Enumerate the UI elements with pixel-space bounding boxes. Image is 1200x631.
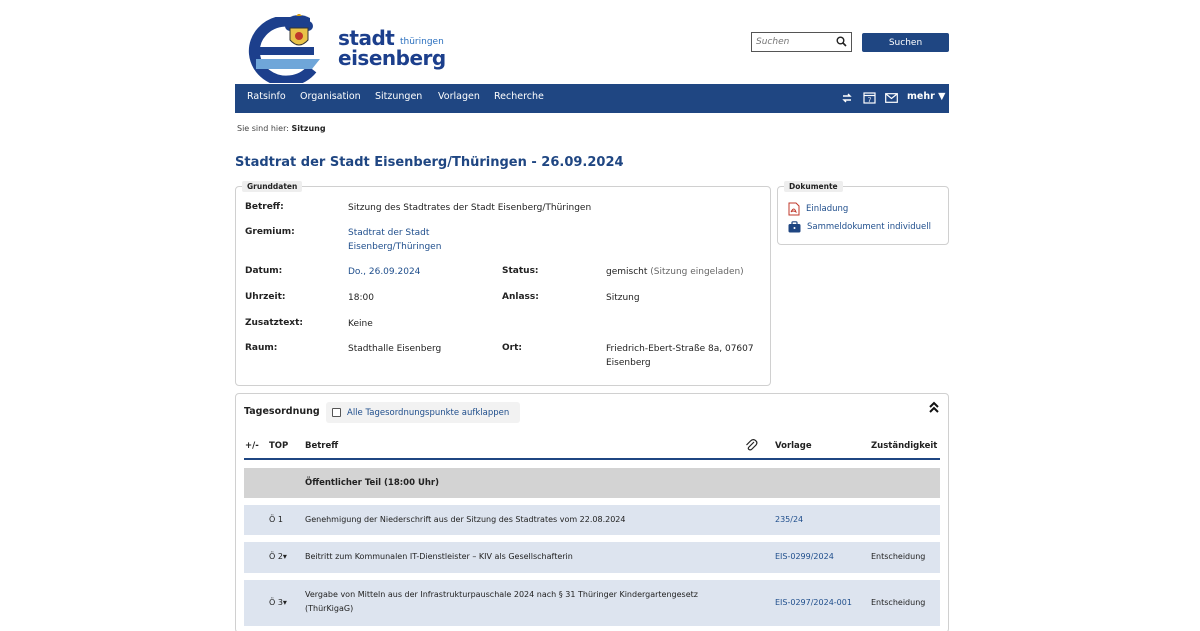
agenda-vorlage-link[interactable]: EIS-0297/2024-001 bbox=[775, 598, 852, 607]
datum-label: Datum: bbox=[245, 266, 283, 276]
agenda-row[interactable] bbox=[244, 505, 940, 535]
refresh-icon[interactable] bbox=[841, 92, 853, 104]
agenda-betreff: Genehmigung der Niederschrift aus der Sitzung des Stadtrates vom 22.08.2024 bbox=[305, 515, 626, 524]
nav-item-recherche[interactable]: Recherche bbox=[494, 91, 544, 102]
col-betreff: Betreff bbox=[305, 441, 339, 451]
main-nav bbox=[235, 84, 949, 113]
collapse-chevrons-icon[interactable] bbox=[928, 400, 940, 414]
agenda-betreff-line2: (ThürKigaG) bbox=[305, 604, 354, 613]
ort-label: Ort: bbox=[502, 343, 522, 353]
agenda-betreff: Vergabe von Mitteln aus der Infrastrukturpauschale 2024 nach § 31 Thüringer Kindergartengesetz bbox=[305, 590, 698, 599]
anlass-label: Anlass: bbox=[502, 292, 539, 302]
anlass-value: Sitzung bbox=[606, 293, 640, 303]
agenda-betreff: Beitritt zum Kommunalen IT-Dienstleister – KIV als Gesellschafterin bbox=[305, 552, 573, 561]
doc-einladung[interactable] bbox=[788, 202, 848, 216]
agenda-top-expand[interactable]: Ö 2▾ bbox=[269, 552, 287, 561]
agenda-zustaendigkeit: Entscheidung bbox=[871, 552, 926, 561]
attachment-icon bbox=[744, 438, 758, 452]
crest-icon bbox=[280, 14, 318, 50]
agenda-zustaendigkeit: Entscheidung bbox=[871, 598, 926, 607]
page-title: Stadtrat der Stadt Eisenberg/Thüringen - 26.09.2024 bbox=[235, 155, 624, 170]
breadcrumb-current: Sitzung bbox=[291, 124, 326, 133]
raum-value: Stadthalle Eisenberg bbox=[348, 344, 442, 354]
doc-sammeldokument[interactable] bbox=[788, 221, 931, 233]
logo-word-eisenberg: eisenberg bbox=[338, 46, 446, 70]
betreff-label: Betreff: bbox=[245, 202, 284, 212]
agenda-row[interactable] bbox=[244, 580, 940, 626]
dokumente-label: Dokumente bbox=[784, 181, 843, 192]
city-logo[interactable] bbox=[242, 14, 452, 82]
expand-all-label[interactable]: Alle Tagesordnungspunkte aufklappen bbox=[347, 407, 510, 418]
doc-einladung-label[interactable]: Einladung bbox=[806, 204, 849, 214]
status-value bbox=[606, 265, 744, 279]
section-row bbox=[244, 468, 940, 498]
section-label: Öffentlicher Teil (18:00 Uhr) bbox=[305, 478, 439, 488]
gremium-link[interactable]: Stadtrat der Stadt bbox=[348, 228, 430, 238]
search-icon[interactable] bbox=[836, 36, 847, 47]
col-expand: +/- bbox=[245, 441, 259, 451]
uhrzeit-value: 18:00 bbox=[348, 293, 374, 303]
agenda-top: Ö 1 bbox=[269, 515, 283, 524]
agenda-vorlage-link[interactable]: EIS-0299/2024 bbox=[775, 552, 834, 561]
raum-label: Raum: bbox=[245, 343, 278, 353]
uhrzeit-label: Uhrzeit: bbox=[245, 292, 286, 302]
agenda-row[interactable] bbox=[244, 542, 940, 573]
logo-region: thüringen bbox=[400, 37, 444, 47]
pdf-icon bbox=[788, 202, 800, 216]
status-label: Status: bbox=[502, 266, 539, 276]
col-vorlage: Vorlage bbox=[775, 441, 812, 451]
mail-icon[interactable] bbox=[885, 93, 898, 103]
gremium-link-line2[interactable]: Eisenberg/Thüringen bbox=[348, 242, 442, 252]
expand-all-checkbox[interactable] bbox=[332, 408, 341, 417]
agenda-vorlage-link[interactable]: 235/24 bbox=[775, 515, 804, 524]
search-button[interactable]: Suchen bbox=[862, 33, 949, 52]
tagesordnung-title: Tagesordnung bbox=[244, 406, 320, 417]
dokumente-panel bbox=[777, 182, 949, 245]
doc-sammeldokument-label[interactable]: Sammeldokument individuell bbox=[807, 222, 931, 232]
header-divider bbox=[244, 458, 940, 460]
status-text: gemischt bbox=[606, 267, 648, 277]
briefcase-icon bbox=[788, 221, 801, 233]
search-input[interactable] bbox=[752, 33, 832, 51]
nav-item-sitzungen[interactable]: Sitzungen bbox=[375, 91, 423, 102]
agenda-top-expand[interactable]: Ö 3▾ bbox=[269, 598, 287, 607]
gremium-label: Gremium: bbox=[245, 227, 295, 237]
logo-word-stadt: stadt bbox=[338, 26, 395, 50]
ort-value-line2: Eisenberg bbox=[606, 358, 651, 368]
nav-item-organisation[interactable]: Organisation bbox=[300, 91, 361, 102]
col-zustaendigkeit: Zuständigkeit bbox=[871, 441, 938, 451]
datum-link[interactable]: Do., 26.09.2024 bbox=[348, 267, 421, 277]
betreff-value: Sitzung des Stadtrates der Stadt Eisenberg/Thüringen bbox=[348, 203, 592, 213]
grunddaten-panel bbox=[235, 182, 771, 386]
search-box[interactable] bbox=[751, 32, 852, 52]
breadcrumb bbox=[237, 124, 326, 133]
nav-item-vorlagen[interactable]: Vorlagen bbox=[438, 91, 480, 102]
breadcrumb-prefix: Sie sind hier: bbox=[237, 124, 289, 133]
grunddaten-label: Grunddaten bbox=[242, 181, 302, 192]
nav-more-menu[interactable]: mehr ▼ bbox=[907, 91, 946, 102]
calendar-icon[interactable] bbox=[863, 91, 876, 104]
expand-all-toggle[interactable] bbox=[326, 402, 520, 423]
zusatztext-value: Keine bbox=[348, 319, 373, 329]
tagesordnung-panel bbox=[235, 393, 949, 631]
col-top: TOP bbox=[269, 441, 289, 451]
status-note: (Sitzung eingeladen) bbox=[650, 267, 744, 277]
svg-text:7: 7 bbox=[867, 97, 872, 104]
ort-value: Friedrich-Ebert-Straße 8a, 07607 bbox=[606, 344, 754, 354]
nav-item-ratsinfo[interactable]: Ratsinfo bbox=[247, 91, 286, 102]
zusatztext-label: Zusatztext: bbox=[245, 318, 304, 328]
